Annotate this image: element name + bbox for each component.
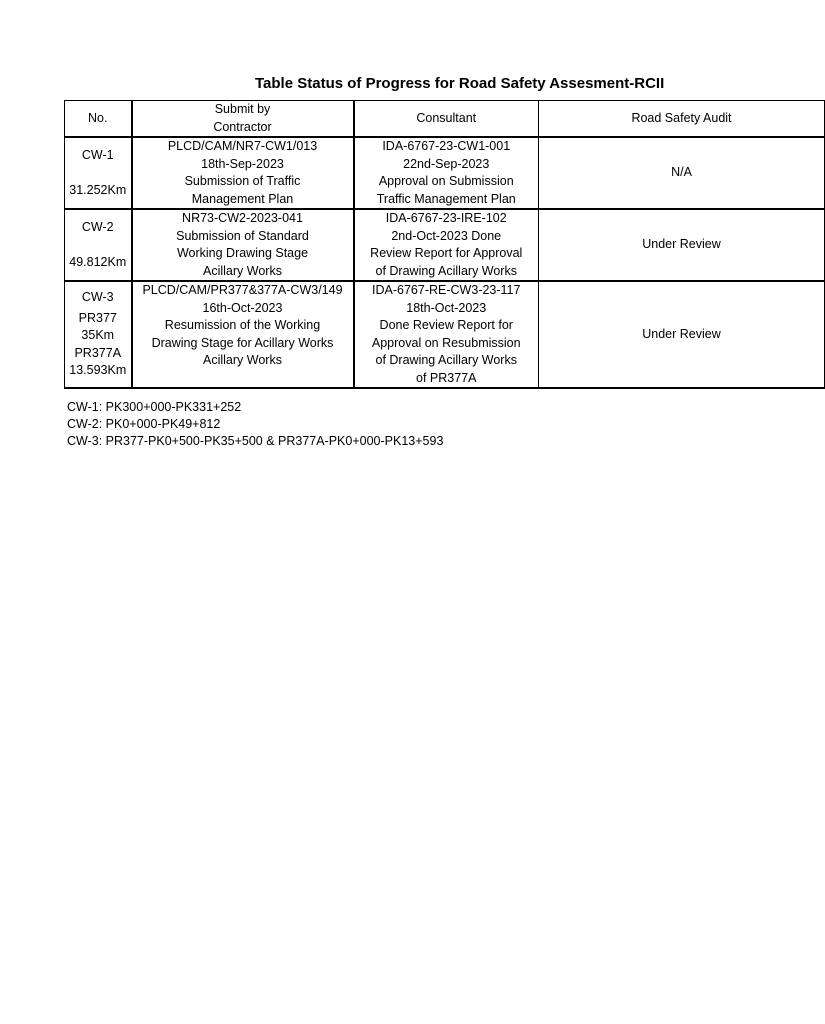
submit-line: Resumission of the Working <box>164 318 321 332</box>
note-line: CW-2: PK0+000-PK49+812 <box>67 417 221 431</box>
header-no: No. <box>65 101 132 138</box>
consultant-line: of Drawing Acillary Works <box>375 263 517 278</box>
consultant-line: Traffic Management Plan <box>376 191 516 206</box>
row-number-cell <box>65 209 132 281</box>
consultant-line: IDA-6767-RE-CW3-23-117 <box>372 283 521 297</box>
table-title: Table Status of Progress for Road Safety Assesment-RCII <box>255 75 665 92</box>
progress-table <box>64 100 825 389</box>
consultant-line: 22nd-Sep-2023 <box>403 156 490 171</box>
header-submit-line1: Submit by <box>214 102 271 116</box>
row-length: 49.812Km <box>69 254 127 269</box>
submit-by-contractor-cell <box>132 281 354 388</box>
consultant-line: IDA-6767-23-IRE-102 <box>385 211 507 225</box>
row-number-cell <box>65 281 132 388</box>
consultant-line: of Drawing Acillary Works <box>375 353 517 367</box>
consultant-line: Review Report for Approval <box>370 246 523 260</box>
header-submit-by-contractor <box>132 101 354 138</box>
note-line: CW-3: PR377-PK0+500-PK35+500 & PR377A-PK0+000-PK13+593 <box>67 434 444 448</box>
row-sub-line: PR377A <box>74 345 122 360</box>
header-consultant: Consultant <box>354 101 539 138</box>
progress-table-container <box>64 100 732 385</box>
row-number: CW-3 <box>81 290 114 305</box>
header-road-safety-audit: Road Safety Audit <box>539 101 825 138</box>
table-row <box>65 137 825 209</box>
note-line: CW-1: PK300+000-PK331+252 <box>67 400 242 414</box>
row-sub-line: 13.593Km <box>69 363 127 378</box>
section-notes <box>67 399 443 450</box>
consultant-line: Approval on Submission <box>378 174 514 188</box>
consultant-cell <box>354 209 539 281</box>
submit-line: PLCD/CAM/NR7-CW1/013 <box>167 139 318 153</box>
table-row <box>65 281 825 388</box>
submit-line: PLCD/CAM/PR377&377A-CW3/149 <box>142 283 343 297</box>
road-safety-audit-status: N/A <box>539 137 825 209</box>
submit-line: Working Drawing Stage <box>176 246 309 260</box>
row-number: CW-2 <box>81 220 114 234</box>
submit-by-contractor-cell <box>132 137 354 209</box>
road-safety-audit-status: Under Review <box>539 209 825 281</box>
row-length: 31.252Km <box>69 182 127 197</box>
consultant-cell <box>354 137 539 209</box>
submit-line: Drawing Stage for Acillary Works <box>151 335 334 350</box>
submit-line: Acillary Works <box>203 353 282 367</box>
submit-line: 16th-Oct-2023 <box>202 300 283 315</box>
row-sub-line: 35Km <box>81 328 115 343</box>
submit-line: Submission of Standard <box>176 228 309 243</box>
submit-line: NR73-CW2-2023-041 <box>182 211 303 225</box>
submit-line: Acillary Works <box>203 263 282 278</box>
header-submit-line2: Contractor <box>213 119 272 134</box>
submit-by-contractor-cell <box>132 209 354 281</box>
table-header-row <box>65 101 825 138</box>
consultant-line: Approval on Resubmission <box>371 335 521 350</box>
submit-line: Management Plan <box>191 191 294 206</box>
row-number-cell <box>65 137 132 209</box>
submit-line: 18th-Sep-2023 <box>201 156 284 171</box>
consultant-line: of PR377A <box>416 370 477 385</box>
row-sub-line: PR377 <box>78 310 117 325</box>
consultant-line: 2nd-Oct-2023 Done <box>391 228 502 243</box>
consultant-cell <box>354 281 539 388</box>
road-safety-audit-status: Under Review <box>539 281 825 388</box>
consultant-line: Done Review Report for <box>379 318 513 332</box>
submit-line: Submission of Traffic <box>184 174 301 188</box>
table-row <box>65 209 825 281</box>
row-number: CW-1 <box>81 148 114 162</box>
consultant-line: 18th-Oct-2023 <box>406 300 487 315</box>
consultant-line: IDA-6767-23-CW1-001 <box>382 139 511 153</box>
